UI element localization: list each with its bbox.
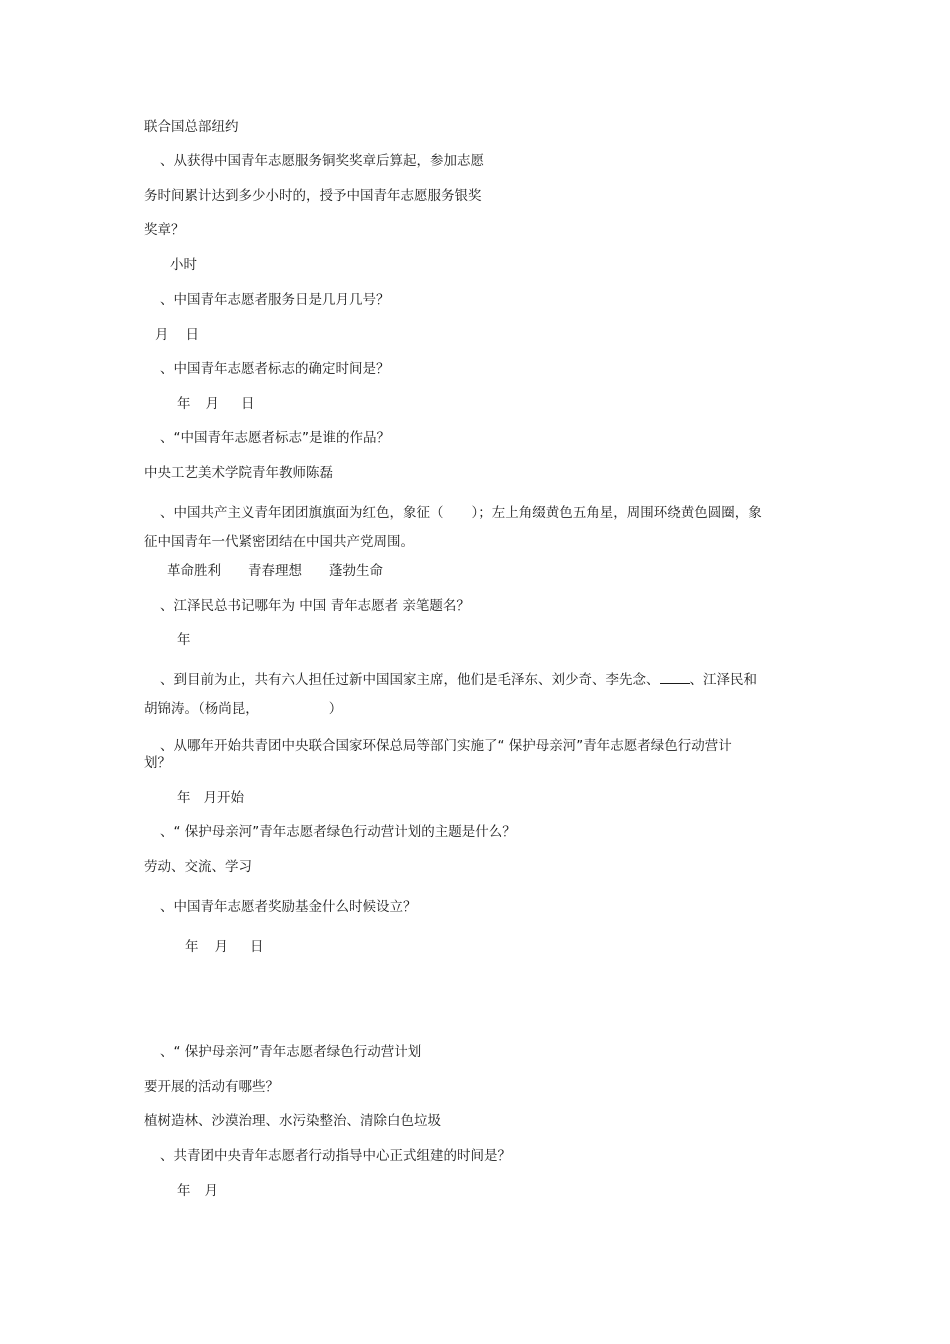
question-text: 、江泽民和: [689, 672, 757, 688]
answer-text: 日: [185, 327, 199, 343]
answer-text: 月: [155, 327, 169, 343]
question-line: 奖章？: [144, 222, 185, 238]
question-line: [160, 671, 757, 689]
answer-text: 月: [205, 396, 219, 412]
question-text: 胡锦涛。（杨尚昆，: [144, 701, 259, 717]
answer-text: 革命胜利: [167, 563, 221, 579]
question-text: ）；左上角缀黄色五角星，周围环绕黄色圆圈，象: [471, 505, 762, 521]
question-text: 、中国共产主义青年团团旗旗面为红色，象征（: [160, 505, 444, 521]
answer-line: [155, 326, 199, 344]
question-line: 、共青团中央青年志愿者行动指导中心正式组建的时间是？: [160, 1148, 511, 1164]
answer-line: 年: [177, 632, 191, 648]
answer-blank: [660, 671, 690, 684]
question-line: 、从获得中国青年志愿服务铜奖奖章后算起，参加志愿: [160, 153, 484, 169]
question-line: 划？: [144, 755, 171, 771]
answer-text: 日: [241, 396, 255, 412]
answer-line: 劳动、交流、学习: [144, 859, 252, 875]
question-line: 、“中国青年志愿者标志”是谁的作品？: [160, 430, 390, 446]
question-line: 务时间累计达到多少小时的，授予中国青年志愿服务银奖: [144, 188, 482, 204]
answer-line: [177, 395, 255, 413]
answer-line: 植树造林、沙漠治理、水污染整治、清除白色垃圾: [144, 1113, 441, 1129]
question-line: 、中国青年志愿者服务日是几月几号？: [160, 292, 390, 308]
answer-line: 中央工艺美术学院青年教师陈磊: [144, 465, 333, 481]
question-line: 、江泽民总书记哪年为 中国 青年志愿者 亲笔题名？: [160, 598, 470, 614]
question-line: 要开展的活动有哪些？: [144, 1079, 279, 1095]
question-line: 、中国青年志愿者标志的确定时间是？: [160, 361, 390, 377]
question-line: 征中国青年一代紧密团结在中国共产党周围。: [144, 534, 414, 550]
answer-text: 月开始: [203, 790, 244, 806]
answer-text: 年: [185, 939, 199, 955]
answer-text: 日: [250, 939, 264, 955]
question-line: 、“ 保护母亲河”青年志愿者绿色行动营计划的主题是什么？: [160, 824, 516, 840]
question-line: [144, 700, 342, 718]
answer-text: 蓬勃生命: [329, 563, 383, 579]
answer-line: 小时: [170, 257, 197, 273]
answer-line: [177, 789, 244, 807]
answer-text: 青春理想: [248, 563, 302, 579]
answer-line: [167, 562, 383, 580]
answer-line: 联合国总部纽约: [144, 119, 239, 135]
answer-text: 月: [204, 1183, 218, 1199]
answer-text: 年: [177, 1183, 191, 1199]
answer-text: 年: [177, 396, 191, 412]
question-text: 、到目前为止，共有六人担任过新中国国家主席，他们是毛泽东、刘少奇、李先念、: [160, 672, 660, 688]
question-line: 、“ 保护母亲河”青年志愿者绿色行动营计划: [160, 1044, 422, 1060]
question-line: 、中国青年志愿者奖励基金什么时候设立？: [160, 899, 417, 915]
question-text: ）: [328, 701, 343, 717]
answer-line: [177, 1182, 218, 1200]
question-line: [160, 504, 762, 522]
answer-line: [185, 938, 264, 956]
question-line: 、从哪年开始共青团中央联合国家环保总局等部门实施了“ 保护母亲河”青年志愿者绿色行动营计: [160, 738, 732, 754]
answer-text: 月: [214, 939, 228, 955]
answer-text: 年: [177, 790, 191, 806]
